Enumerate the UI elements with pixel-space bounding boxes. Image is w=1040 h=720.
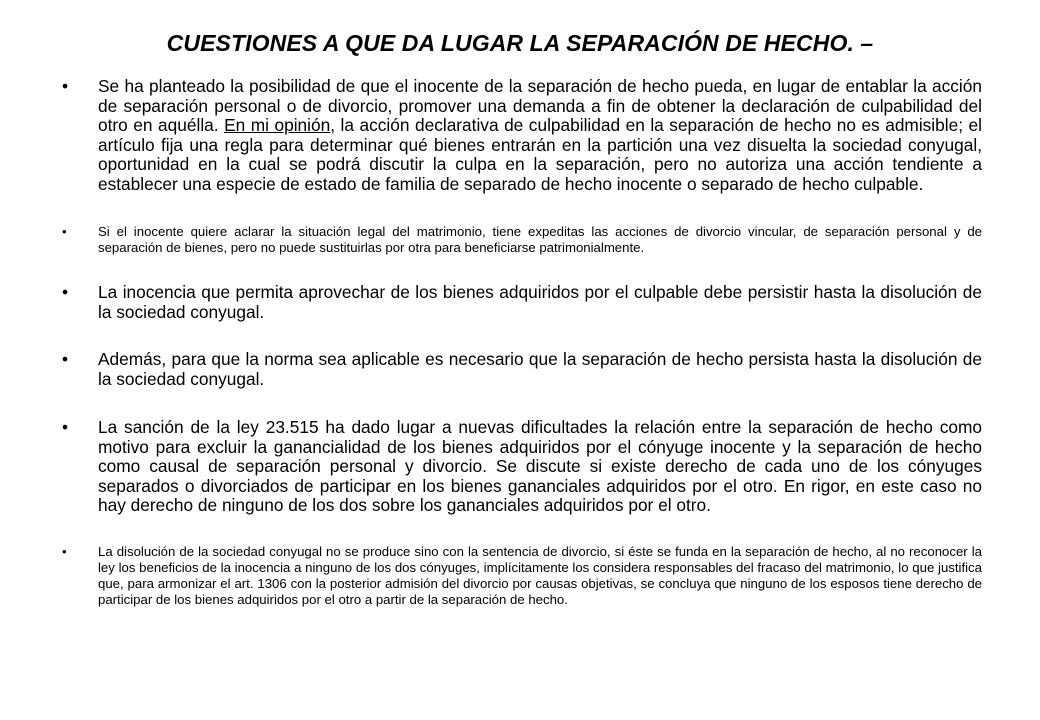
- bullet-item: [62, 418, 982, 516]
- bullet-text-part: , la acción declarativa de culpabilidad en la separación de hecho no es admisible; el artículo fija una regla para determinar qué bienes entrarán en la partición una vez disuelta la sociedad conyugal, oportunidad en la cual se podrá discutir la culpa en la separación, pero no autoriza una acción tendiente a establecer una especie de estado de familia de separado de hecho inocente o separado de hecho culpable.: [98, 115, 982, 194]
- bullet-item: [62, 544, 982, 608]
- bullet-dot-icon: •: [62, 349, 69, 369]
- underlined-phrase: En mi opinión: [224, 115, 331, 135]
- bullet-text: Si el inocente quiere aclarar la situación legal del matrimonio, tiene expeditas las acciones de divorcio vincular, de separación personal y de separación de bienes, pero no puede sustituirlas por otra para beneficiarse patrimonialmente.: [98, 224, 982, 255]
- bullet-item: [62, 283, 982, 322]
- bullet-dot-icon: •: [62, 282, 69, 302]
- slide-title: CUESTIONES A QUE DA LUGAR LA SEPARACIÓN DE HECHO. –: [166, 30, 874, 56]
- bullet-list: [62, 77, 982, 608]
- bullet-item: [62, 350, 982, 389]
- bullet-text: La inocencia que permita aprovechar de los bienes adquiridos por el culpable debe persistir hasta la disolución de la sociedad conyugal.: [98, 282, 982, 322]
- bullet-item: [62, 224, 982, 256]
- bullet-dot-icon: •: [62, 417, 69, 437]
- bullet-dot-icon: •: [62, 543, 67, 559]
- bullet-text: Además, para que la norma sea aplicable es necesario que la separación de hecho persista hasta la disolución de la sociedad conyugal.: [98, 349, 982, 389]
- bullet-text: La sanción de la ley 23.515 ha dado lugar a nuevas dificultades la relación entre la separación de hecho como motivo para excluir la ganancialidad de los bienes adquiridos por el cónyuge inocente y la separación de hecho como causal de separación personal y divorcio. Se discute si existe derecho de cada uno de los cónyuges separados o divorciados de participar en los bienes gananciales adquiridos por el otro. En rigor, en este caso no hay derecho de ninguno de los dos sobre los gananciales adquiridos por el otro.: [98, 417, 982, 515]
- bullet-dot-icon: •: [62, 224, 67, 239]
- bullet-dot-icon: •: [62, 76, 69, 96]
- bullet-text-part: Se ha planteado la posibilidad de que el inocente de la separación de hecho pueda, en lugar de entablar la acción de separación personal o de divorcio, promover una demanda a fin de obtener la declaración de culpabilidad del otro en aquélla.: [98, 76, 982, 135]
- bullet-item: [62, 77, 982, 194]
- bullet-text: La disolución de la sociedad conyugal no se produce sino con la sentencia de divorcio, si éste se funda en la separación de hecho, al no reconocer la ley los beneficios de la inocencia a ninguno de los dos cónyuges, implícitamente los considera responsables del fracaso del matrimonio, lo que justifica que, para armonizar el art. 1306 con la posterior admisión del divorcio por causas objetivas, se concluya que ninguno de los esposos tiene derecho de participar de los bienes adquiridos por el otro a partir de la separación de hecho.: [98, 543, 982, 607]
